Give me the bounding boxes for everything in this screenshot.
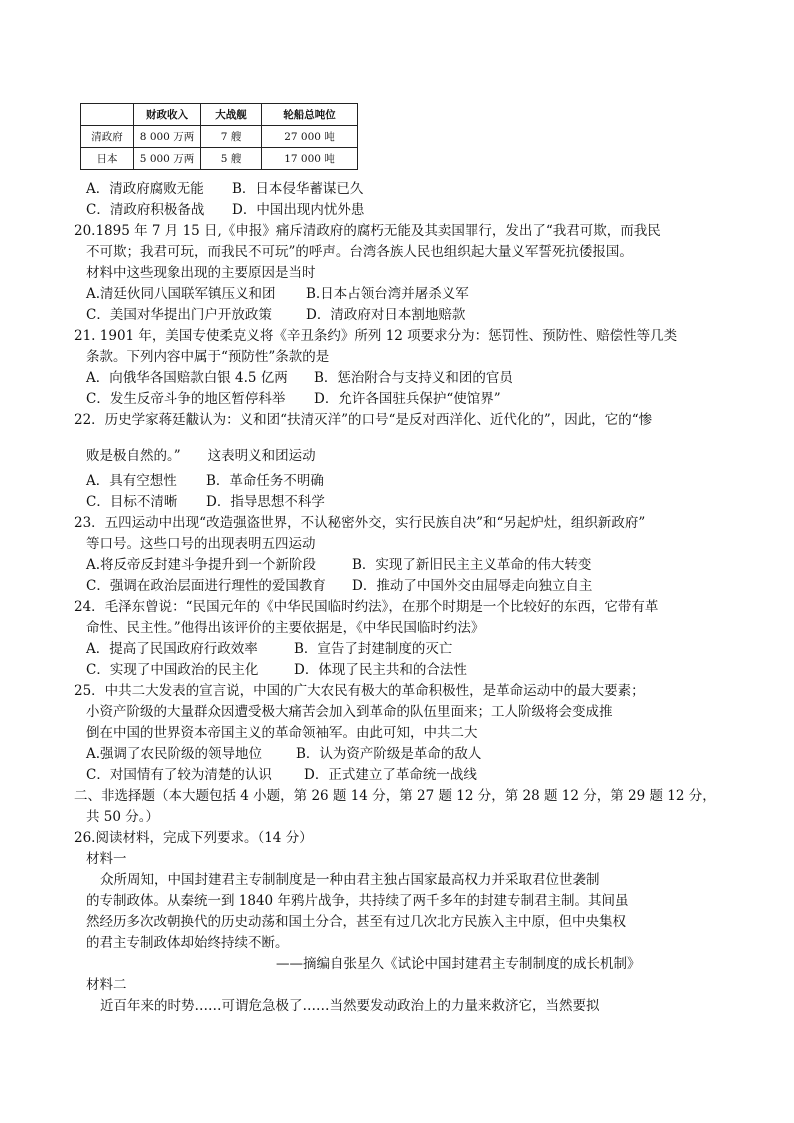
- q20-option-a: A.清廷伙同八国联军镇压义和团: [86, 286, 276, 302]
- table-row: [81, 148, 358, 170]
- q19-option-b: B．日本侵华蓄谋已久: [232, 181, 364, 197]
- table-header-cell: 财政收入: [134, 104, 201, 126]
- table-cell: 5 000 万两: [134, 148, 201, 170]
- q22-stem-line-1: 22．历史学家蒋廷黻认为：义和团“扶清灭洋”的口号“是反对西洋化、近代化的”，因此，它的“惨: [74, 412, 653, 428]
- q20-stem-line-2: 不可欺；我君可玩，而我民不可玩”的呼声。台湾各族人民也组织起大量义军誓死抗倭报国。: [86, 244, 633, 260]
- section-2-heading-line-1: 二、非选择题（本大题包括 4 小题，第 26 题 14 分，第 27 题 12 分，第 28 题 12 分，第 29 题 12 分，: [74, 788, 716, 804]
- q23-option-b: B．实现了新旧民主主义革命的伟大转变: [352, 557, 592, 573]
- q24-option-d: D．体现了民主共和的合法性: [294, 662, 467, 678]
- q26-material-2-line-1: 近百年来的时势……可谓危急极了……当然要发动政治上的力量来救济它，当然要拟: [100, 998, 600, 1014]
- table-header-cell: [81, 104, 134, 126]
- table-header-cell: 大战舰: [201, 104, 262, 126]
- table-header-cell: 轮船总吨位: [262, 104, 358, 126]
- q19-option-d: D．中国出现内忧外患: [232, 202, 365, 218]
- table-cell: 8 000 万两: [134, 126, 201, 148]
- q25-option-c: C．对国情有了较为清楚的认识: [86, 767, 272, 783]
- q22-option-a: A．具有空想性: [86, 473, 177, 489]
- q22-option-c: C．目标不清晰: [86, 494, 178, 510]
- q26-material-2-title: 材料二: [86, 977, 127, 993]
- table-cell: 17 000 吨: [262, 148, 358, 170]
- q24-option-b: B．宣告了封建制度的灭亡: [294, 641, 453, 657]
- q20-stem-line-1: 20.1895 年 7 月 15 日,《申报》痛斥清政府的腐朽无能及其卖国罪行，发出了“我君可欺，而我民: [74, 223, 661, 239]
- q26-material-1-line-2: 的专制政体。从秦统一到 1840 年鸦片战争，共持续了两千多年的封建专制君主制。其间虽: [86, 893, 629, 909]
- q23-option-d: D．推动了中国外交由屈辱走向独立自主: [352, 578, 593, 594]
- q23-option-c: C．强调在政治层面进行理性的爱国教育: [86, 578, 326, 594]
- q26-stem: 26.阅读材料，完成下列要求。（14 分）: [74, 830, 313, 846]
- q25-stem-line-1: 25．中共二大发表的宣言说，中国的广大农民有极大的革命积极性，是革命运动中的最大要素；: [74, 683, 645, 699]
- q25-option-d: D．正式建立了革命统一战线: [304, 767, 477, 783]
- q26-material-1-line-3: 然经历多次改朝换代的历史动荡和国土分合，甚至有过几次北方民族入主中原，但中央集权: [86, 914, 626, 930]
- q20-option-d: D．清政府对日本割地赔款: [306, 307, 466, 323]
- table-cell: 27 000 吨: [262, 126, 358, 148]
- q24-option-a: A．提高了民国政府行政效率: [86, 641, 258, 657]
- q21-stem-line-2: 条款。下列内容中属于“预防性”条款的是: [86, 349, 330, 365]
- q22-option-b: B．革命任务不明确: [206, 473, 324, 489]
- q23-stem-line-1: 23．五四运动中出现“改造强盗世界，不认秘密外交，实行民族自决”和“另起炉灶，组织新政府”: [74, 515, 646, 531]
- q19-option-a: A．清政府腐败无能: [86, 181, 204, 197]
- section-2-heading-line-2: 共 50 分。）: [86, 809, 160, 825]
- q25-option-b: B．认为资产阶级是革命的敌人: [296, 746, 482, 762]
- q26-material-1-source: ——摘编自张星久《试论中国封建君主专制制度的成长机制》: [276, 956, 641, 972]
- comparison-table: [80, 103, 358, 170]
- q21-option-d: D．允许各国驻兵保护“使馆界”: [314, 391, 501, 407]
- table-row: [81, 126, 358, 148]
- q25-option-a: A.强调了农民阶级的领导地位: [86, 746, 263, 762]
- table-cell: 日本: [81, 148, 134, 170]
- q20-option-b: B.日本占领台湾并屠杀义军: [306, 286, 469, 302]
- q21-option-b: B．惩治附合与支持义和团的官员: [314, 370, 513, 386]
- q20-stem-line-3: 材料中这些现象出现的主要原因是当时: [86, 265, 316, 281]
- q26-material-1-title: 材料一: [86, 851, 127, 867]
- q26-material-1-line-4: 的君主专制政体却始终持续不断。: [86, 935, 289, 951]
- q23-stem-line-2: 等口号。这些口号的出现表明五四运动: [86, 536, 316, 552]
- q22-option-d: D．指导思想不科学: [206, 494, 325, 510]
- q20-option-c: C．美国对华提出门户开放政策: [86, 307, 272, 323]
- table-header-row: [81, 104, 358, 126]
- q21-option-a: A．向俄华各国赔款白银 4.5 亿两: [86, 370, 288, 386]
- q25-stem-line-3: 倒在中国的世界资本帝国主义的革命领袖军。由此可知，中共二大: [86, 725, 478, 741]
- q24-option-c: C．实现了中国政治的民主化: [86, 662, 259, 678]
- q22-stem-line-2: 败是极自然的。” 这表明义和团运动: [86, 448, 316, 464]
- table-cell: 7 艘: [201, 126, 262, 148]
- table-cell: 清政府: [81, 126, 134, 148]
- q23-option-a: A.将反帝反封建斗争提升到一个新阶段: [86, 557, 317, 573]
- q21-stem-line-1: 21. 1901 年，美国专使柔克义将《辛丑条约》所列 12 项要求分为：惩罚性、预防性、赔偿性等几类: [74, 328, 678, 344]
- q25-stem-line-2: 小资产阶级的大量群众因遭受极大痛苦会加入到革命的队伍里面来；工人阶级将会变成推: [86, 704, 613, 720]
- table-cell: 5 艘: [201, 148, 262, 170]
- q24-stem-line-2: 命性、民主性。”他得出该评价的主要依据是，《中华民国临时约法》: [86, 620, 485, 636]
- q26-material-1-line-1: 众所周知，中国封建君主专制制度是一种由君主独占国家最高权力并采取君位世袭制: [100, 872, 600, 888]
- q24-stem-line-1: 24．毛泽东曾说：“民国元年的《中华民国临时约法》，在那个时期是一个比较好的东西，它带有革: [74, 599, 659, 615]
- q21-option-c: C．发生反帝斗争的地区暂停科举: [86, 391, 286, 407]
- q19-option-c: C．清政府积极备战: [86, 202, 205, 218]
